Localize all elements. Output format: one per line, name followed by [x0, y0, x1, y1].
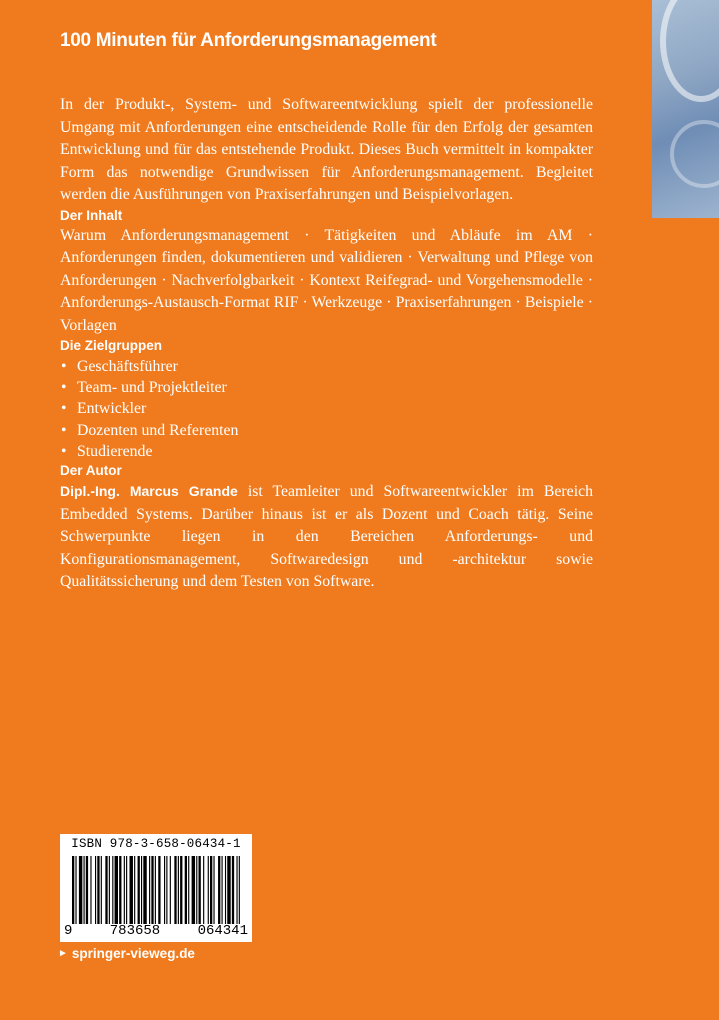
publisher-website-link[interactable]: [58, 946, 195, 961]
barcode-bar: [164, 856, 165, 924]
barcode-bar: [75, 856, 76, 924]
barcode-bar: [119, 856, 121, 924]
barcode-bar: [90, 856, 91, 924]
inhalt-text: Warum Anforderungsmanagement · Tätigkeiten und Abläufe im AM · Anforderungen finden, dokumentieren und validieren · Verwaltung und Pflege von Anforderungen · Nachverfolgbarkeit · Kontext Reifegrad- und Vorgehensmodelle · Anforderungs-Austausch-Format RIF · Werkzeuge · Praxiserfahrungen · Beispiele · Vorlagen: [60, 226, 593, 334]
barcode-bar: [126, 856, 127, 924]
barcode-bar: [196, 856, 197, 924]
barcode-bar: [174, 856, 176, 924]
barcode-bar: [105, 856, 107, 924]
barcode-bar: [227, 856, 230, 924]
barcode-bar: [199, 856, 201, 924]
barcode-bar: [155, 856, 156, 924]
publisher-website: springer-vieweg.de: [71, 946, 195, 961]
barcode-digit-group: 064341: [197, 923, 248, 939]
arrow-icon: ►: [58, 948, 68, 959]
list-item: • Geschäftsführer: [60, 356, 593, 377]
barcode-bar: [115, 856, 118, 924]
barcode-digits: [60, 923, 252, 939]
barcode-bar: [185, 856, 187, 924]
barcode-bar: [239, 856, 240, 924]
section-heading-zielgruppen: Die Zielgruppen: [60, 338, 163, 353]
barcode-bar: [178, 856, 179, 924]
barcode-bar: [84, 856, 85, 924]
barcode-bar: [97, 856, 99, 924]
list-item: • Team- und Projektleiter: [60, 377, 593, 398]
barcode-bar: [72, 856, 74, 924]
barcode-bar: [208, 856, 209, 924]
barcode-bar: [101, 856, 102, 924]
barcode-bar: [225, 856, 226, 924]
barcode-bar: [134, 856, 135, 924]
list-item: • Entwickler: [60, 398, 593, 419]
barcode-bar: [236, 856, 237, 924]
barcode-digit-group: 783658: [109, 923, 161, 939]
bullet: •: [61, 442, 67, 460]
barcode-bar: [141, 856, 142, 924]
barcode-bar: [151, 856, 153, 924]
barcode-bar: [222, 856, 223, 924]
target-group-list: [60, 356, 593, 462]
barcode-bar: [86, 856, 88, 924]
barcode-bar: [138, 856, 140, 924]
barcode-bar: [143, 856, 146, 924]
list-item: • Dozenten und Referenten: [60, 420, 593, 441]
barcode-bar: [124, 856, 125, 924]
barcode-bar: [232, 856, 234, 924]
isbn-barcode: [60, 834, 252, 942]
barcode-bar: [130, 856, 133, 924]
section-heading-autor: Der Autor: [60, 463, 122, 479]
bullet: •: [61, 358, 67, 375]
barcode-bar: [166, 856, 167, 924]
barcode-bar: [158, 856, 160, 924]
barcode-bar: [112, 856, 113, 924]
book-title: 100 Minuten für Anforderungsmanagement: [60, 30, 437, 51]
isbn-label: ISBN 978-3-658-06434-1: [71, 837, 241, 851]
bullet: •: [61, 379, 67, 397]
barcode-bar: [203, 856, 204, 924]
barcode-bar: [109, 856, 110, 924]
author-bio: [60, 480, 593, 594]
barcode-bar: [218, 856, 220, 924]
barcode-bar: [149, 856, 150, 924]
bullet: •: [61, 400, 67, 418]
barcode-bar: [213, 856, 214, 924]
barcode-bar: [170, 856, 171, 924]
author-bio-text: ist Teamleiter und Softwareentwickler im Bereich Embedded Systems. Darüber hinaus ist er als Dozent und Coach tätig. Seine Schwerpunkte liegen in den Bereichen Anforderungs- und Konfigurationsmanagement, Softwaredesign und -architektur sowie Qualitätssicherung und dem Testen von Software.: [60, 483, 593, 591]
back-cover-text: [60, 94, 593, 594]
barcode-bar: [188, 856, 189, 924]
barcode-digit-group: 9: [64, 923, 73, 939]
section-heading-inhalt: Der Inhalt: [60, 207, 123, 223]
cover-corner-image: [652, 0, 719, 218]
intro-paragraph: In der Produkt-, System- und Softwareentwicklung spielt der professionelle Umgang mit Anforderungen eine entscheidende Rolle für den Erfolg der gesamten Entwicklung und für das entstehende Produkt. Dieses Buch vermittelt in kompakter Form das notwendige Grundwissen für Anforderungsmanagement. Begleitet werden die Ausführungen von Praxiserfahrungen und Beispielvorlagen.: [60, 96, 593, 203]
barcode-bar: [95, 856, 96, 924]
barcode-bar: [192, 856, 195, 924]
author-name: Dipl.-Ing. Marcus Grande: [60, 483, 238, 500]
list-item: • Studierende: [60, 441, 593, 462]
barcode-bars: [72, 856, 240, 924]
barcode-bar: [180, 856, 182, 924]
barcode-bar: [79, 856, 82, 924]
bullet: •: [61, 421, 67, 439]
barcode-bar: [210, 856, 212, 924]
